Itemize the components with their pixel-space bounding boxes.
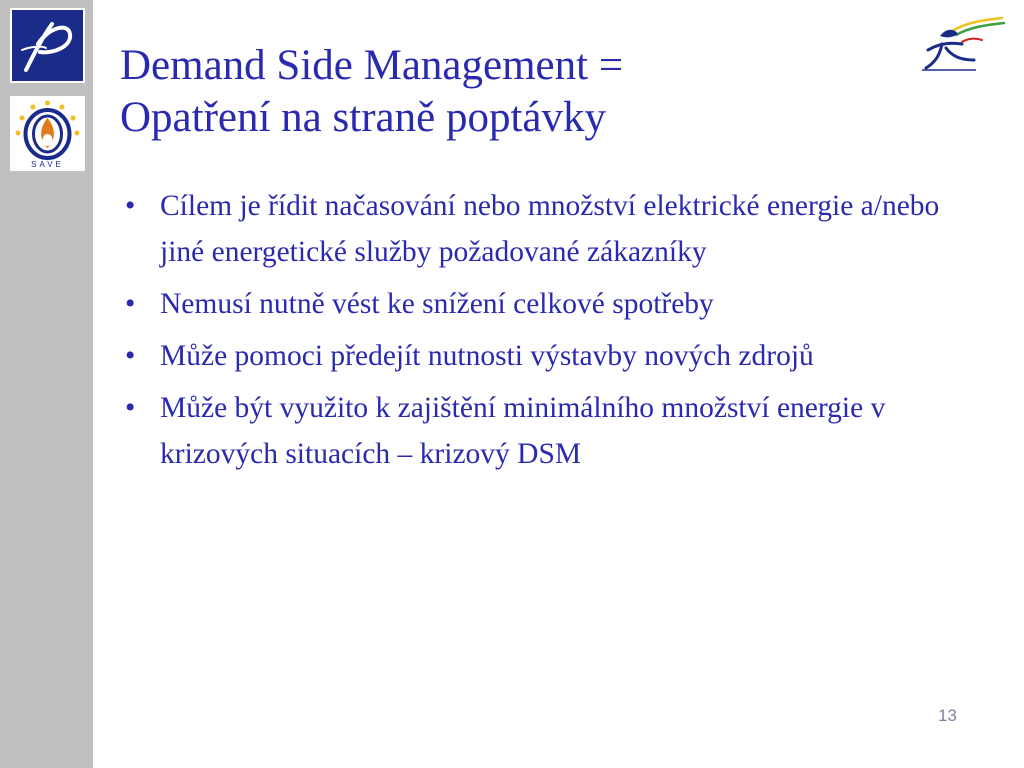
bullet-item <box>120 333 960 379</box>
bullet-item <box>120 385 960 477</box>
bullet-item <box>120 281 960 327</box>
bullet-text: Může být využito k zajištění minimálního množství energie v krizových situacích – krizový DSM <box>160 392 886 470</box>
save-programme-logo-icon <box>10 96 85 171</box>
bullet-marker: • <box>125 340 136 372</box>
bullet-item <box>120 183 960 275</box>
page-number: 13 <box>938 706 957 725</box>
bullet-list <box>120 183 960 483</box>
bullet-text: Nemusí nutně vést ke snížení celkové spotřeby <box>160 288 714 320</box>
bullet-marker: • <box>125 288 136 320</box>
stylized-p-logo-icon <box>10 8 85 83</box>
bullet-marker: • <box>125 392 136 424</box>
slide-title <box>120 40 900 144</box>
bullet-marker: • <box>125 190 136 222</box>
title-line-2: Opatření na straně poptávky <box>120 94 606 141</box>
svg-text:SAVE: SAVE <box>31 160 64 169</box>
title-line-1: Demand Side Management = <box>120 42 624 89</box>
bullet-text: Může pomoci předejít nutnosti výstavby nových zdrojů <box>160 340 814 372</box>
bullet-text: Cílem je řídit načasování nebo množství elektrické energie a/nebo jiné energetické služby požadované zákazníky <box>160 190 940 268</box>
stylized-running-figure-logo-icon <box>918 14 1006 76</box>
